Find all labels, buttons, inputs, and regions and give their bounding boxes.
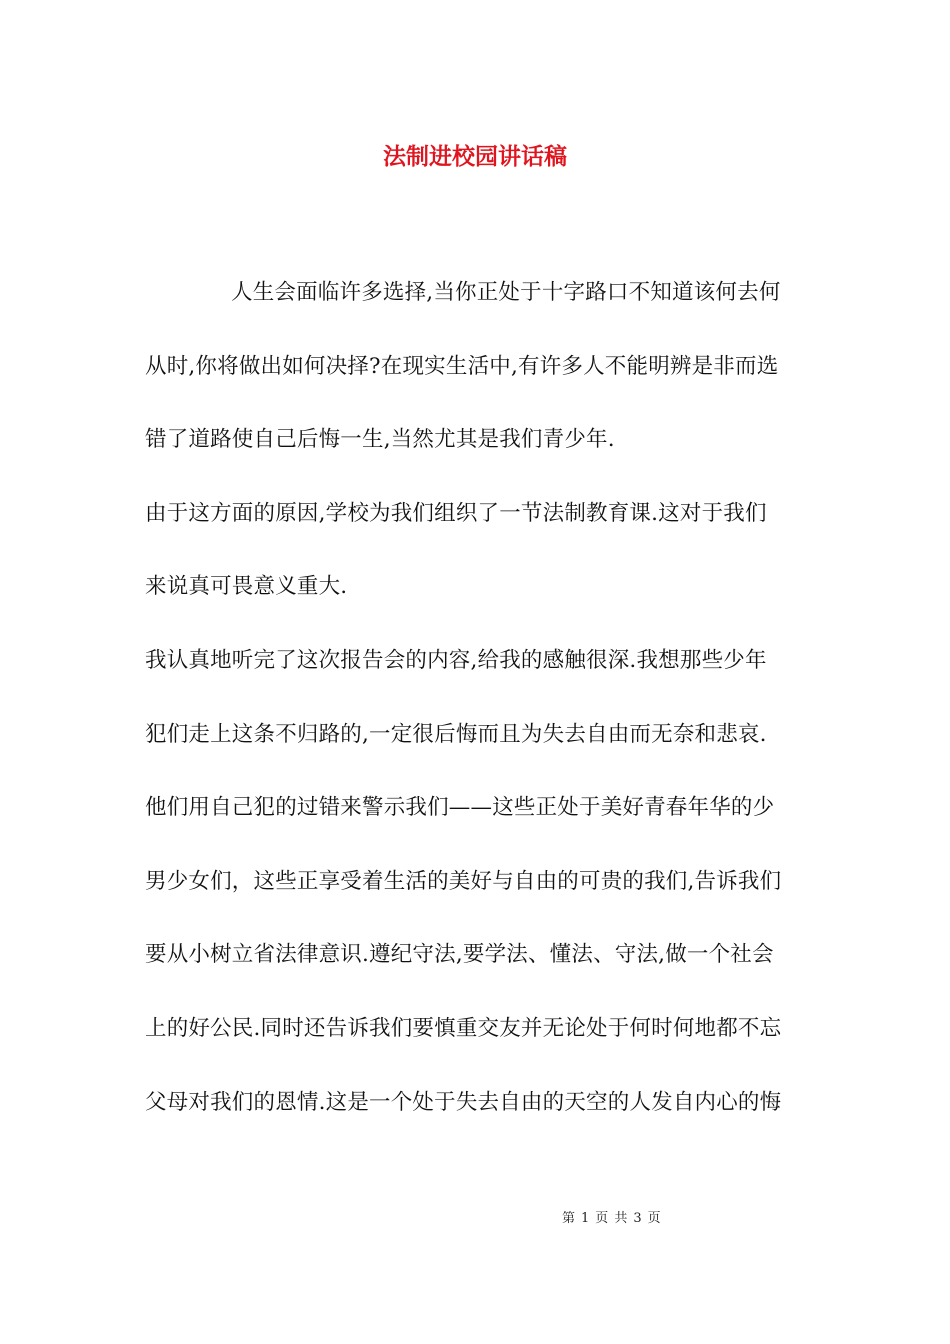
footer-suffix: 页 bbox=[647, 1211, 661, 1226]
footer-total-pages: 3 bbox=[633, 1211, 642, 1226]
document-title: 法制进校园讲话稿 bbox=[383, 143, 567, 170]
footer-current-page: 1 bbox=[581, 1211, 590, 1226]
footer-prefix: 第 bbox=[562, 1211, 576, 1226]
body-line: 由于这方面的原因,学校为我们组织了一节法制教育课.这对于我们 bbox=[145, 500, 767, 526]
body-line: 男少女们，这些正享受着生活的美好与自由的可贵的我们,告诉我们 bbox=[145, 868, 782, 894]
footer-page-word: 页 bbox=[595, 1211, 609, 1226]
body-line: 要从小树立省法律意识.遵纪守法,要学法、懂法、守法,做一个社会 bbox=[145, 942, 774, 968]
document-body bbox=[145, 272, 815, 1155]
body-line: 错了道路使自己后悔一生,当然尤其是我们青少年. bbox=[145, 427, 615, 453]
body-line: 上的好公民.同时还告诉我们要慎重交友并无论处于何时何地都不忘 bbox=[145, 1015, 782, 1041]
page-number-footer bbox=[562, 1207, 702, 1226]
body-line: 来说真可畏意义重大. bbox=[145, 574, 348, 600]
body-line: 犯们走上这条不归路的,一定很后悔而且为失去自由而无奈和悲哀. bbox=[145, 721, 767, 747]
body-line: 人生会面临许多选择,当你正处于十字路口不知道该何去何 bbox=[231, 280, 781, 305]
body-line: 从时,你将做出如何决择?在现实生活中,有许多人不能明辨是非而选 bbox=[145, 353, 779, 379]
body-line: 父母对我们的恩情.这是一个处于失去自由的天空的人发自内心的悔 bbox=[145, 1089, 782, 1115]
footer-total-word: 共 bbox=[614, 1211, 628, 1226]
body-line: 他们用自己犯的过错来警示我们——这些正处于美好青春年华的少 bbox=[145, 795, 775, 821]
body-line: 我认真地听完了这次报告会的内容,给我的感触很深.我想那些少年 bbox=[145, 647, 767, 673]
